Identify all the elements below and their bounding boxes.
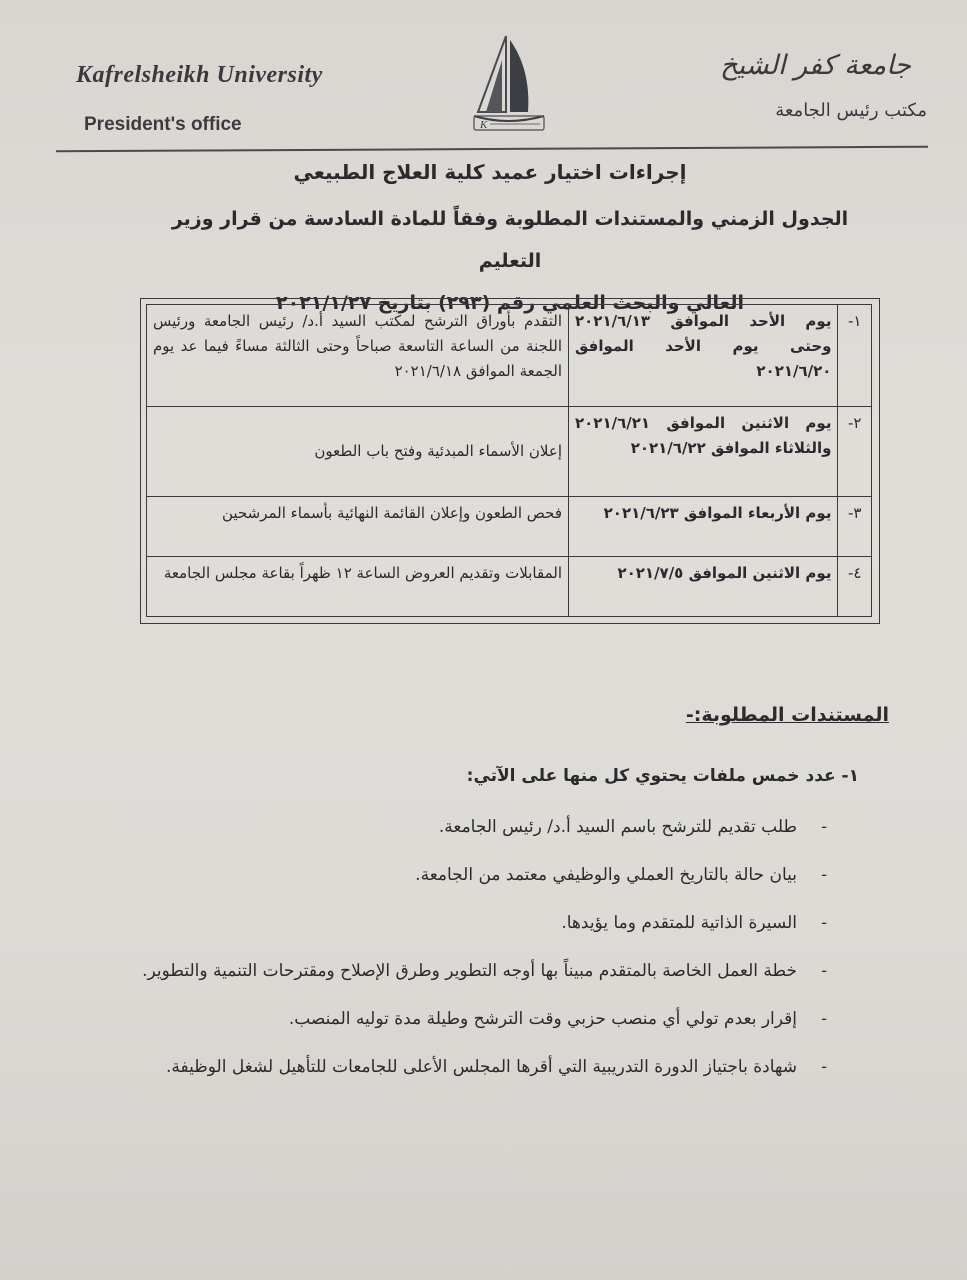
required-documents-heading: المستندات المطلوبة:-: [685, 704, 889, 726]
row-number: ٣-: [838, 497, 872, 557]
subtitle-line-1: الجدول الزمني والمستندات المطلوبة وفقاً للمادة السادسة من قرار وزير التعليم: [171, 208, 849, 272]
list-item-text: السيرة الذاتية للمتقدم وما يؤيدها.: [561, 913, 797, 933]
row-date: يوم الاثنين الموافق ٢٠٢١/٧/٥: [569, 557, 838, 617]
list-item-text: إقرار بعدم تولي أي منصب حزبي وقت الترشح وطيلة مدة توليه المنصب.: [288, 1009, 797, 1029]
row-date: يوم الاثنين الموافق ٢٠٢١/٦/٢١ والثلاثاء الموافق ٢٠٢١/٦/٢٢: [569, 407, 838, 497]
english-university-name: Kafrelsheikh University: [76, 62, 323, 88]
list-item-text: خطة العمل الخاصة بالمتقدم مبيناً بها أوجه التطوير وطرق الإصلاح ومقترحات التنمية والتطوير.: [142, 961, 797, 981]
row-number: ١-: [838, 305, 872, 407]
subtitle-line-2: العالي والبحث العلمي رقم (٢٩٣) بتاريخ ٢٠٢١/١/٢٧: [276, 292, 744, 314]
row-number: ٤-: [838, 557, 872, 617]
row-description: فحص الطعون وإعلان القائمة النهائية بأسماء المرشحين: [147, 497, 569, 557]
document-title: إجراءات اختيار عميد كلية العلاج الطبيعي: [293, 160, 687, 184]
documents-list: [120, 806, 835, 1094]
header-divider: [56, 146, 928, 153]
row-date: يوم الأحد الموافق ٢٠٢١/٦/١٣ وحتى يوم الأحد الموافق ٢٠٢١/٦/٢٠: [569, 305, 838, 407]
table-row: [147, 305, 872, 407]
schedule-table: [146, 304, 872, 617]
list-item: [120, 902, 835, 944]
list-item: [120, 998, 835, 1040]
table-row: [147, 557, 872, 617]
svg-text:K: K: [480, 119, 488, 131]
bullet-dash: -: [821, 1009, 827, 1029]
bullet-dash: -: [821, 913, 827, 933]
table-row: [147, 407, 872, 497]
english-office-name: President's office: [84, 114, 242, 135]
bullet-dash: -: [821, 1057, 827, 1077]
list-item-text: بيان حالة بالتاريخ العملي والوظيفي معتمد من الجامعة.: [415, 865, 797, 885]
list-item: [120, 854, 835, 896]
table-row: [147, 497, 872, 557]
university-logo-icon: [466, 30, 550, 134]
list-item: [120, 806, 835, 848]
arabic-university-name: جامعة كفر الشيخ: [720, 50, 911, 81]
documents-item-title: ١- عدد خمس ملفات يحتوي كل منها على الآتي:: [466, 766, 859, 786]
list-item: [120, 1046, 835, 1088]
bullet-dash: -: [821, 961, 827, 981]
row-description: التقدم بأوراق الترشح لمكتب السيد أ.د/ رئيس الجامعة ورئيس اللجنة من الساعة التاسعة صباحاً وحتى الثالثة مساءً فيما عد يوم الجمعة الموافق ٢٠٢١/٦/١٨: [147, 305, 569, 407]
arabic-office-name: مكتب رئيس الجامعة: [775, 100, 927, 121]
row-description: إعلان الأسماء المبدئية وفتح باب الطعون: [147, 407, 569, 497]
row-description: المقابلات وتقديم العروض الساعة ١٢ ظهراً بقاعة مجلس الجامعة: [147, 557, 569, 617]
row-date: يوم الأربعاء الموافق ٢٠٢١/٦/٢٣: [569, 497, 838, 557]
row-number: ٢-: [838, 407, 872, 497]
list-item-text: شهادة باجتياز الدورة التدريبية التي أقرها المجلس الأعلى للجامعات للتأهيل لشغل الوظيفة.: [165, 1057, 797, 1077]
list-item-text: طلب تقديم للترشح باسم السيد أ.د/ رئيس الجامعة.: [438, 817, 797, 837]
bullet-dash: -: [821, 817, 827, 837]
bullet-dash: -: [821, 865, 827, 885]
list-item: [120, 950, 835, 992]
